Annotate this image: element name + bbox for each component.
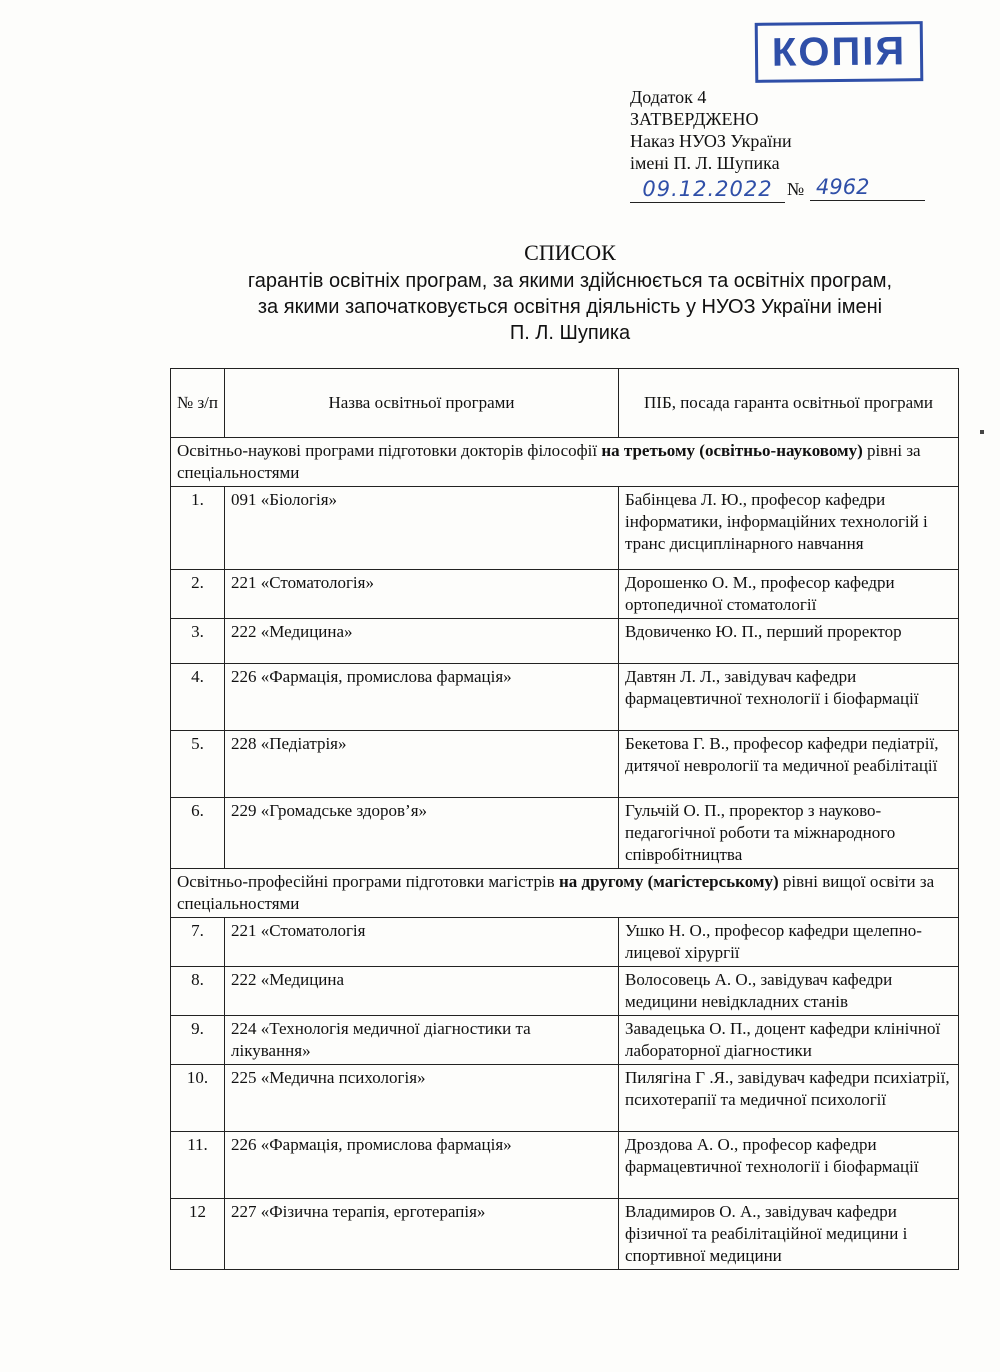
guarantor-info: Бабінцева Л. Ю., професор кафедри інформатики, інформаційних технологій і транс дисциплінарного навчання <box>619 487 959 570</box>
order-issuer-name: імені П. Л. Шупика <box>630 153 780 173</box>
program-name: 222 «Медицина <box>225 967 619 1016</box>
table-row <box>171 918 959 967</box>
approval-block <box>630 86 950 204</box>
program-name: 229 «Громадське здоров’я» <box>225 798 619 869</box>
program-name: 227 «Фізична терапія, ерготерапія» <box>225 1199 619 1270</box>
row-number: 6. <box>171 798 225 869</box>
table-row <box>171 1065 959 1132</box>
section-phd-level: на третьому (освітньо-науковому) <box>601 441 863 460</box>
row-number: 8. <box>171 967 225 1016</box>
table-row <box>171 570 959 619</box>
approved-label: ЗАТВЕРДЖЕНО <box>630 109 759 129</box>
row-number: 3. <box>171 619 225 664</box>
program-name: 221 «Стоматологія <box>225 918 619 967</box>
section-masters-level: на другому (магістерському) <box>558 872 779 891</box>
guarantor-info: Ушко Н. О., професор кафедри щелепно-лицевої хірургії <box>619 918 959 967</box>
guarantor-info: Волосовець А. О., завідувач кафедри медицини невідкладних станів <box>619 967 959 1016</box>
order-number: 4962 <box>810 174 925 201</box>
section-masters-suffix: рівні вищої освіти за спеціальностями <box>177 872 935 913</box>
program-name: 226 «Фармація, промислова фармація» <box>225 1132 619 1199</box>
row-number: 10. <box>171 1065 225 1132</box>
order-issuer-line: Наказ НУОЗ України <box>630 131 792 151</box>
section-phd-suffix: рівні за спеціальностями <box>177 441 921 482</box>
program-name: 225 «Медична психологія» <box>225 1065 619 1132</box>
guarantor-info: Владимиров О. А., завідувач кафедри фізичної та реабілітаційної медицини і спортивної медицини <box>619 1199 959 1270</box>
guarantor-info: Вдовиченко Ю. П., перший проректор <box>619 619 959 664</box>
row-number: 5. <box>171 731 225 798</box>
guarantor-info: Дорошенко О. М., професор кафедри ортопедичної стоматології <box>619 570 959 619</box>
section-row-phd <box>171 438 959 487</box>
guarantor-info: Давтян Л. Л., завідувач кафедри фармацевтичної технології і біофармації <box>619 664 959 731</box>
scan-speck <box>980 430 984 434</box>
guarantor-info: Завадецька О. П., доцент кафедри клінічної лабораторної діагностики <box>619 1016 959 1065</box>
section-masters-text: Освітньо-професійні програми підготовки магістрів <box>177 872 559 891</box>
copy-stamp-text: КОПІЯ <box>771 28 907 75</box>
row-number: 9. <box>171 1016 225 1065</box>
row-number: 7. <box>171 918 225 967</box>
section-row-masters <box>171 869 959 918</box>
table-row <box>171 1132 959 1199</box>
appendix-label: Додаток 4 <box>630 87 707 107</box>
header-program: Назва освітньої програми <box>225 369 619 438</box>
program-name: 221 «Стоматологія» <box>225 570 619 619</box>
row-number: 1. <box>171 487 225 570</box>
table-row <box>171 798 959 869</box>
table-row <box>171 664 959 731</box>
guarantor-info: Бекетова Г. В., професор кафедри педіатрії, дитячої неврології та медичної реабілітації <box>619 731 959 798</box>
row-number: 4. <box>171 664 225 731</box>
guarantors-table <box>170 368 959 1270</box>
header-guarantor: ПІБ, посада гаранта освітньої програми <box>619 369 959 438</box>
guarantor-info: Гульчій О. П., проректор з науково-педагогічної роботи та міжнародного співробітництва <box>619 798 959 869</box>
guarantor-info: Дроздова А. О., професор кафедри фармацевтичної технології і біофармації <box>619 1132 959 1199</box>
order-date: 09.12.2022 <box>630 176 785 203</box>
table-row <box>171 1199 959 1270</box>
title-line-3: П. Л. Шупика <box>509 322 631 344</box>
table-header-row <box>171 369 959 438</box>
section-masters-cell <box>171 869 959 918</box>
program-name: 228 «Педіатрія» <box>225 731 619 798</box>
section-phd-text: Освітньо-наукові програми підготовки докторів філософії <box>177 441 602 460</box>
document-title <box>160 240 980 346</box>
header-num: № з/п <box>171 369 225 438</box>
table-row <box>171 619 959 664</box>
program-name: 222 «Медицина» <box>225 619 619 664</box>
title-main: СПИСОК <box>524 240 616 265</box>
order-number-label: № <box>787 179 805 199</box>
title-line-2: за якими започатковується освітня діяльність у НУОЗ України імені <box>257 296 883 318</box>
order-reference <box>630 174 950 204</box>
program-name: 091 «Біологія» <box>225 487 619 570</box>
table-row <box>171 967 959 1016</box>
section-phd-cell <box>171 438 959 487</box>
table-row <box>171 487 959 570</box>
program-name: 224 «Технологія медичної діагностики та лікування» <box>225 1016 619 1065</box>
row-number: 11. <box>171 1132 225 1199</box>
copy-stamp <box>755 21 924 83</box>
table-row <box>171 1016 959 1065</box>
program-name: 226 «Фармація, промислова фармація» <box>225 664 619 731</box>
title-line-1: гарантів освітніх програм, за якими здійснюється та освітніх програм, <box>247 270 893 292</box>
row-number: 2. <box>171 570 225 619</box>
row-number: 12 <box>171 1199 225 1270</box>
guarantor-info: Пилягіна Г .Я., завідувач кафедри психіатрії, психотерапії та медичної психології <box>619 1065 959 1132</box>
table-row <box>171 731 959 798</box>
